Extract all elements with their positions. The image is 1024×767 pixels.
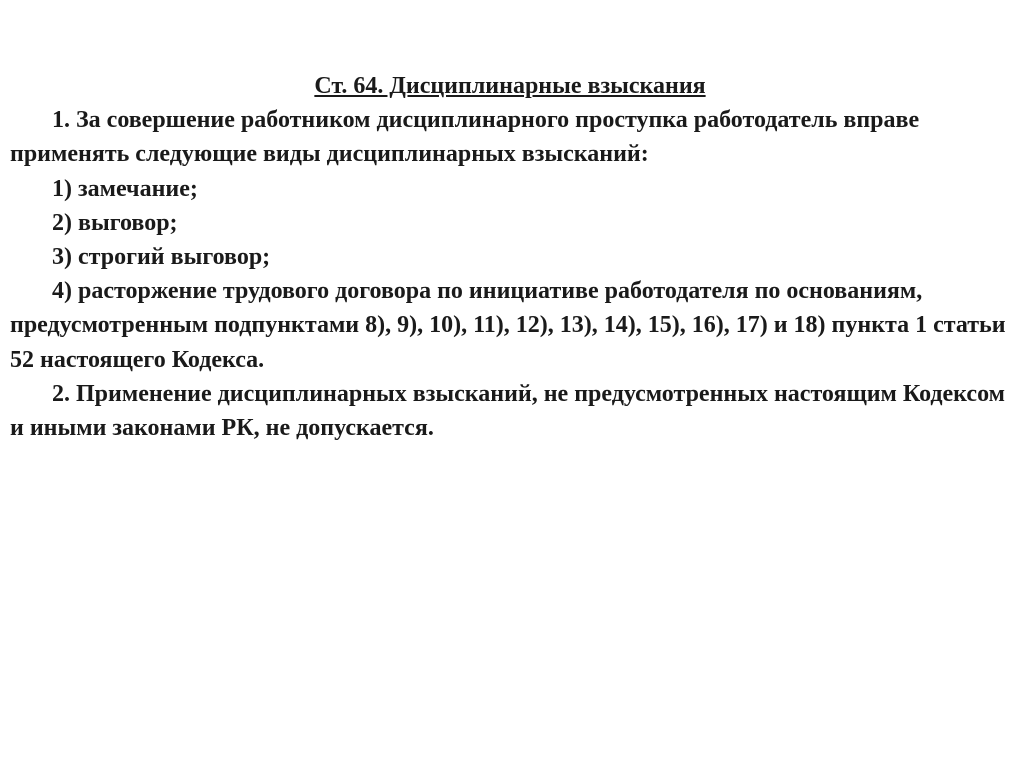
list-item-rebuke: 2) выговор; [52, 209, 178, 236]
paragraph-clause-1: 1. За совершение работником дисциплинарного проступка работодатель вправе применять следующие виды дисциплинарных взысканий: [10, 107, 920, 168]
list-item-severe-rebuke: 3) строгий выговор; [52, 244, 271, 271]
list-item-reprimand: 1) замечание; [52, 175, 198, 202]
paragraph-clause-2: 2. Применение дисциплинарных взысканий, не предусмотренных настоящим Кодексом и иными законами РК, не допускается. [10, 380, 1005, 442]
slide-content [10, 69, 1010, 445]
article-title: Ст. 64. Дисциплинарные взыскания [314, 73, 706, 99]
list-item-contract-termination: 4) расторжение трудового договора по инициативе работодателя по основаниям, предусмотренным подпунктами 8), 9), 10), 11), 12), 13), 14), 15), 16), 17) и 18) пункта 1 статьи 52 настоящего Кодекса. [10, 278, 1006, 373]
